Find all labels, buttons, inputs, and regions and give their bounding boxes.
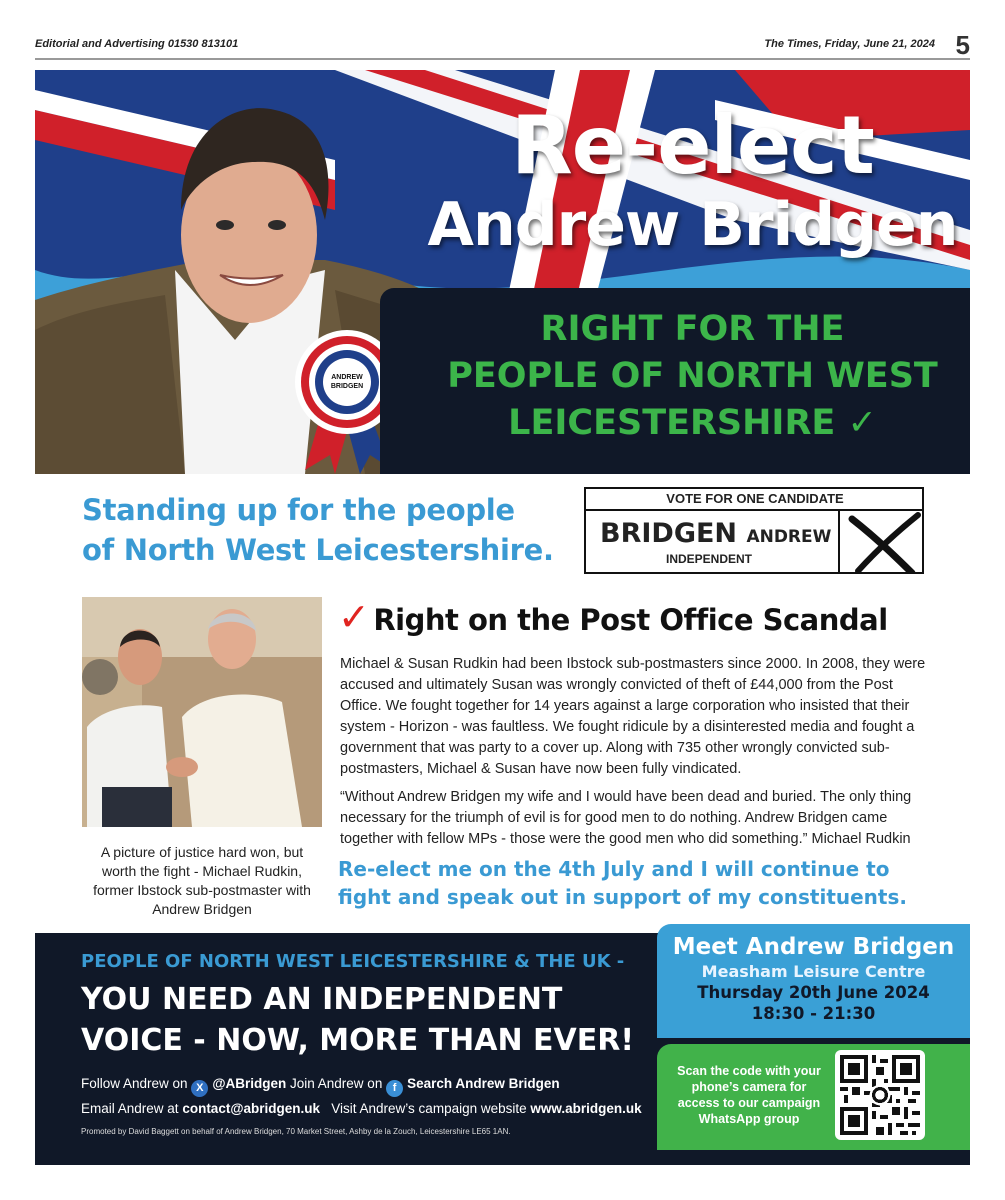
- standing-line2: of North West Leicestershire.: [82, 533, 554, 567]
- masthead: [35, 30, 970, 60]
- qr-code-icon[interactable]: [835, 1050, 925, 1140]
- hero-title-line2: Andrew Bridgen: [427, 190, 958, 260]
- standing-headline: [82, 490, 582, 570]
- reelect-pledge: Re-elect me on the 4th July and I will continue to fight and speak out in support of my constituents.: [338, 857, 907, 909]
- x-handle-link[interactable]: @ABridgen: [212, 1076, 287, 1091]
- band-headline-line2: VOICE - NOW, MORE THAN EVER!: [81, 1023, 635, 1058]
- meet-title: Meet Andrew Bridgen: [672, 934, 955, 960]
- facebook-icon: f: [386, 1080, 403, 1097]
- imprint: Promoted by David Baggett on behalf of Andrew Bridgen, 70 Market Street, Ashby de la Zouch, Leicestershire LE65 1AN.: [81, 1127, 511, 1136]
- article-paragraph-1: Michael & Susan Rudkin had been Ibstock sub-postmasters since 2000. In 2008, they were accused and ultimately Susan was wrongly convicted of theft of £44,000 from the Post Office. We fought together for 14 years against a large corporation who insisted that their system - Horizon - was faultless. We fought ridicule by a disinterested media and fought a government that was party to a cover up. Along with 735 other wrongly convicted sub-postmasters, Michael & Susan have now been fully vindicated.: [340, 656, 926, 777]
- slogan-line2: PEOPLE OF NORTH WEST: [447, 356, 938, 396]
- website-label: Visit Andrew’s campaign website: [331, 1101, 527, 1116]
- email-label: Email Andrew at: [81, 1101, 179, 1116]
- scan-instructions: Scan the code with your phone’s camera for access to our campaign WhatsApp group: [677, 1064, 821, 1126]
- post-office-heading-text: Right on the Post Office Scandal: [373, 603, 888, 637]
- photo-caption: A picture of justice hard won, but worth the fight - Michael Rudkin, former Ibstock sub-postmaster with Andrew Bridgen: [93, 844, 311, 917]
- meet-event-panel: [657, 924, 970, 1038]
- meet-venue: Measham Leisure Centre: [701, 962, 926, 981]
- join-label: Join Andrew on: [290, 1076, 383, 1091]
- post-office-heading: [338, 596, 938, 641]
- check-icon: ✓: [338, 595, 370, 639]
- masthead-date: The Times, Friday, June 21, 2024: [764, 38, 935, 50]
- band-headline: [81, 979, 641, 1061]
- article-paragraph-2: “Without Andrew Bridgen my wife and I would have been dead and buried. The only thing necessary for the triumph of evil is for good men to do nothing. Andrew Bridgen came together with fellow MPs - those were the good men who did something.” Michael Rudkin: [340, 789, 912, 847]
- ballot-candidate-name: [600, 519, 831, 552]
- website-link[interactable]: www.abridgen.uk: [530, 1101, 642, 1116]
- ballot-header: VOTE FOR ONE CANDIDATE: [586, 489, 924, 511]
- ballot-first-name: ANDREW: [746, 527, 832, 547]
- ballot-surname: BRIDGEN: [600, 518, 738, 549]
- hero-banner: [35, 70, 970, 474]
- band-headline-line1: YOU NEED AN INDEPENDENT: [81, 982, 563, 1017]
- whatsapp-scan-panel: [657, 1044, 970, 1150]
- ballot-paper: [584, 487, 924, 574]
- follow-label: Follow Andrew on: [81, 1076, 188, 1091]
- band-kicker: PEOPLE OF NORTH WEST LEICESTERSHIRE & THE UK -: [81, 951, 625, 972]
- facebook-link[interactable]: Search Andrew Bridgen: [407, 1076, 560, 1091]
- x-logo-icon: X: [191, 1080, 208, 1097]
- hero-title: [415, 100, 970, 258]
- check-icon: ✓: [847, 403, 877, 443]
- rudkin-photo: [82, 597, 322, 827]
- rosette-label-1: ANDREW: [331, 374, 363, 381]
- slogan-line3: LEICESTERSHIRE: [508, 403, 836, 443]
- rosette-label-2: BRIDGEN: [330, 383, 364, 390]
- hero-title-line1: Re-elect: [511, 99, 874, 192]
- cross-mark-icon: [840, 511, 926, 574]
- meet-time: 18:30 - 21:30: [751, 1004, 876, 1023]
- slogan: [415, 306, 970, 447]
- masthead-contact: Editorial and Advertising 01530 813101: [35, 38, 239, 50]
- ballot-party: INDEPENDENT: [666, 552, 753, 566]
- meet-date: Thursday 20th June 2024: [697, 983, 930, 1002]
- standing-line1: Standing up for the people: [82, 493, 515, 527]
- email-link[interactable]: contact@abridgen.uk: [182, 1101, 320, 1116]
- contact-block: [81, 1072, 701, 1121]
- page-number: 5: [955, 30, 970, 60]
- ballot-vote-box: [838, 511, 924, 574]
- slogan-line1: RIGHT FOR THE: [540, 309, 845, 349]
